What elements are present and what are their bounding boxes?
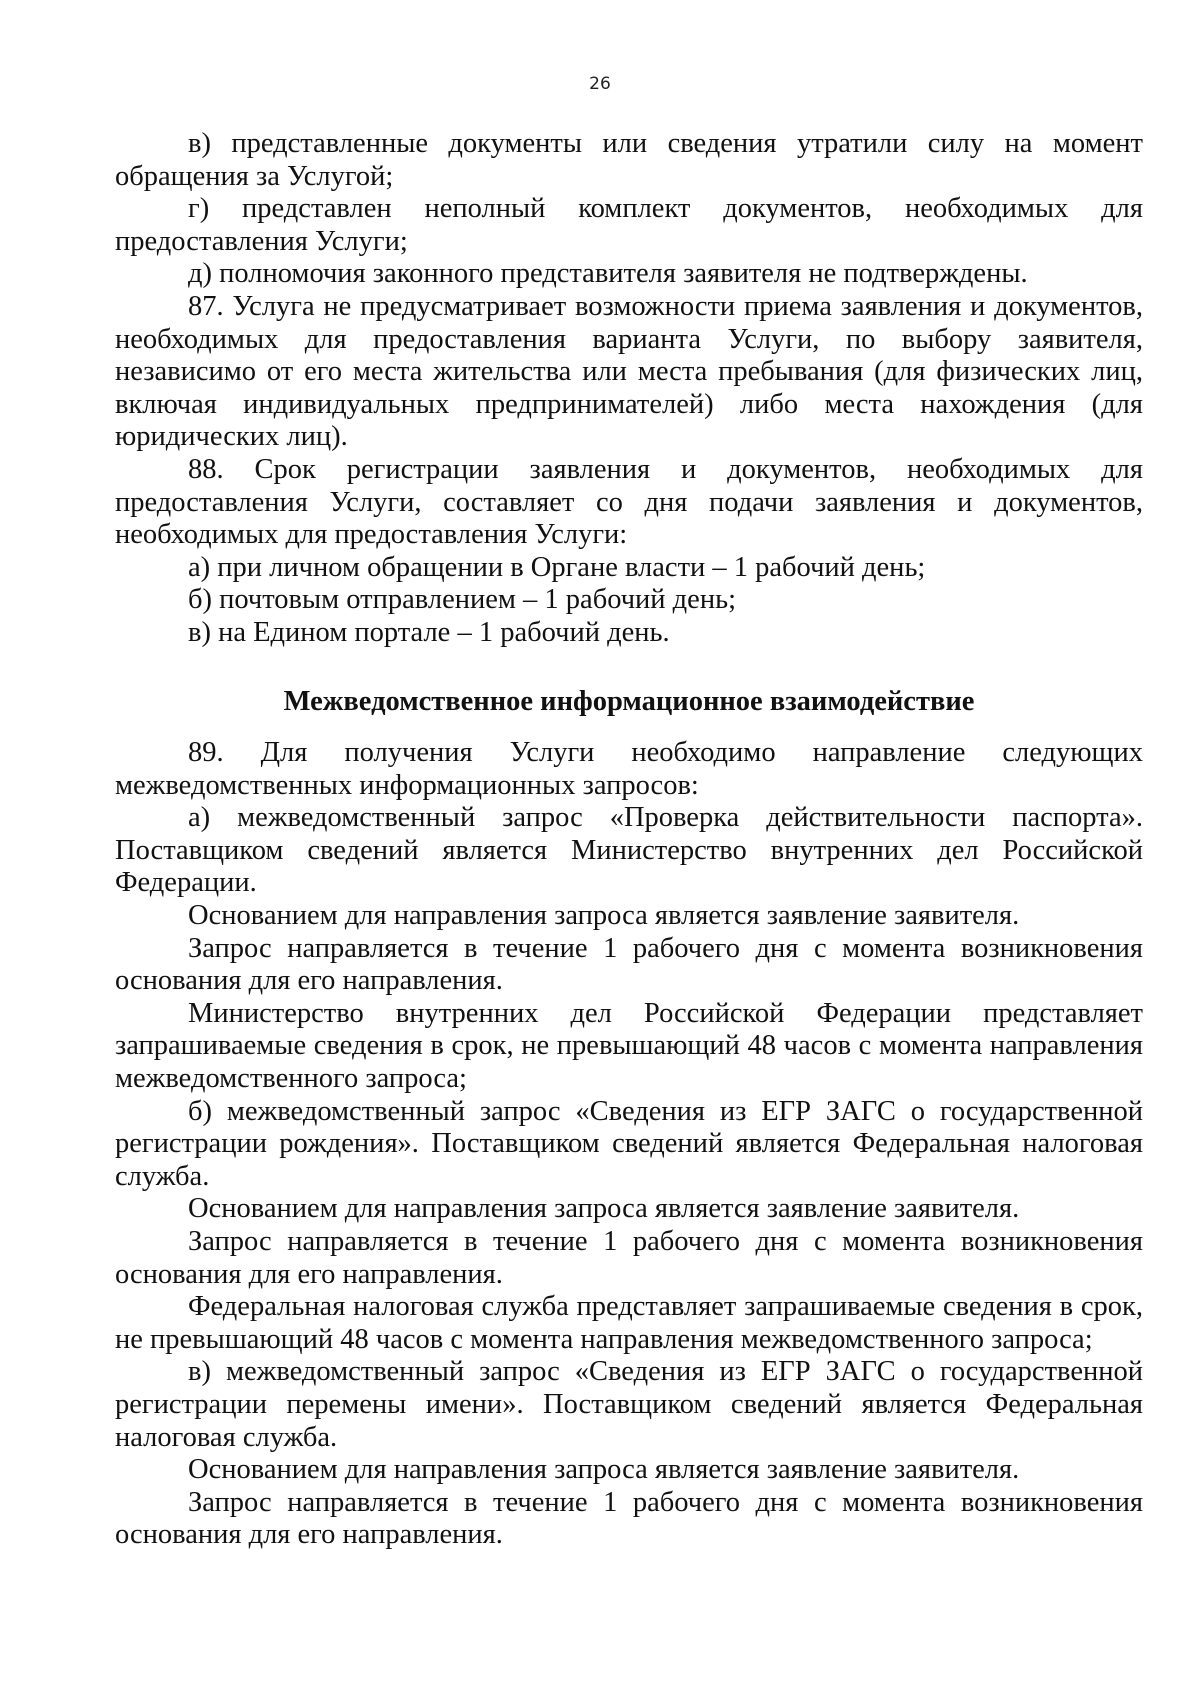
body-text-top — [115, 0, 1143, 650]
paragraph-89-v: в) межведомственный запрос «Сведения из ЕГР ЗАГС о государственной регистрации перемены имени». Поставщиком сведений является Федеральная налоговая служба. — [115, 1356, 1143, 1453]
page-number: 26 — [589, 74, 611, 94]
paragraph-89-a-timing: Запрос направляется в течение 1 рабочего дня с момента возникновения основания для его направления. — [115, 932, 1143, 997]
paragraph-item-d-authority: д) полномочия законного представителя заявителя не подтверждены. — [188, 258, 1028, 290]
paragraph-88-b: б) почтовым отправлением – 1 рабочий день; — [188, 584, 736, 616]
paragraph-89-b-timing: Запрос направляется в течение 1 рабочего дня с момента возникновения основания для его направления. — [115, 1226, 1143, 1290]
paragraph-87: 87. Услуга не предусматривает возможности приема заявления и документов, необходимых для предоставления варианта Услуги, по выбору заявителя, независимо от его места жительства или места пребывания (для физических лиц, включая индивидуальных предпринимателей) либо места нахождения (для юридических лиц). — [115, 290, 1143, 453]
paragraph-89-a-response: Министерство внутренних дел Российской Федерации представляет запрашиваемые сведения в срок, не превышающий 48 часов с момента направления межведомственного запроса; — [115, 997, 1143, 1095]
paragraph-89-b-basis: Основанием для направления запроса является заявление заявителя. — [188, 1193, 1020, 1225]
paragraph-89-a-basis: Основанием для направления запроса является заявление заявителя. — [188, 900, 1020, 932]
body-text-bottom — [115, 737, 1143, 1552]
paragraph-88-a: а) при личном обращении в Органе власти – 1 рабочий день; — [188, 551, 926, 583]
paragraph-88-v: в) на Едином портале – 1 рабочий день. — [188, 616, 670, 648]
paragraph-item-v-invalid-docs: в) представленные документы или сведения утратили силу на момент обращения за Услугой; — [115, 128, 1143, 192]
paragraph-89-v-timing: Запрос направляется в течение 1 рабочего дня с момента возникновения основания для его направления. — [115, 1486, 1143, 1551]
section-heading: Межведомственное информационное взаимодействие — [283, 685, 975, 717]
paragraph-89-v-basis: Основанием для направления запроса является заявление заявителя. — [188, 1454, 1020, 1486]
paragraph-89: 89. Для получения Услуги необходимо направление следующих межведомственных информационных запросов: — [115, 737, 1143, 801]
paragraph-89-b: б) межведомственный запрос «Сведения из ЕГР ЗАГС о государственной регистрации рождения». Поставщиком сведений является Федеральная налоговая служба. — [115, 1095, 1143, 1192]
paragraph-item-g-incomplete-set: г) представлен неполный комплект документов, необходимых для предоставления Услуги; — [115, 193, 1143, 257]
paragraph-89-a: а) межведомственный запрос «Проверка действительности паспорта». Поставщиком сведений является Министерство внутренних дел Российской Федерации. — [115, 802, 1143, 899]
paragraph-88: 88. Срок регистрации заявления и документов, необходимых для предоставления Услуги, составляет со дня подачи заявления и документов, необходимых для предоставления Услуги: — [115, 453, 1143, 551]
document-page — [115, 0, 1143, 1552]
paragraph-89-b-response: Федеральная налоговая служба представляет запрашиваемые сведения в срок, не превышающий 48 часов с момента направления межведомственного запроса; — [115, 1291, 1143, 1355]
